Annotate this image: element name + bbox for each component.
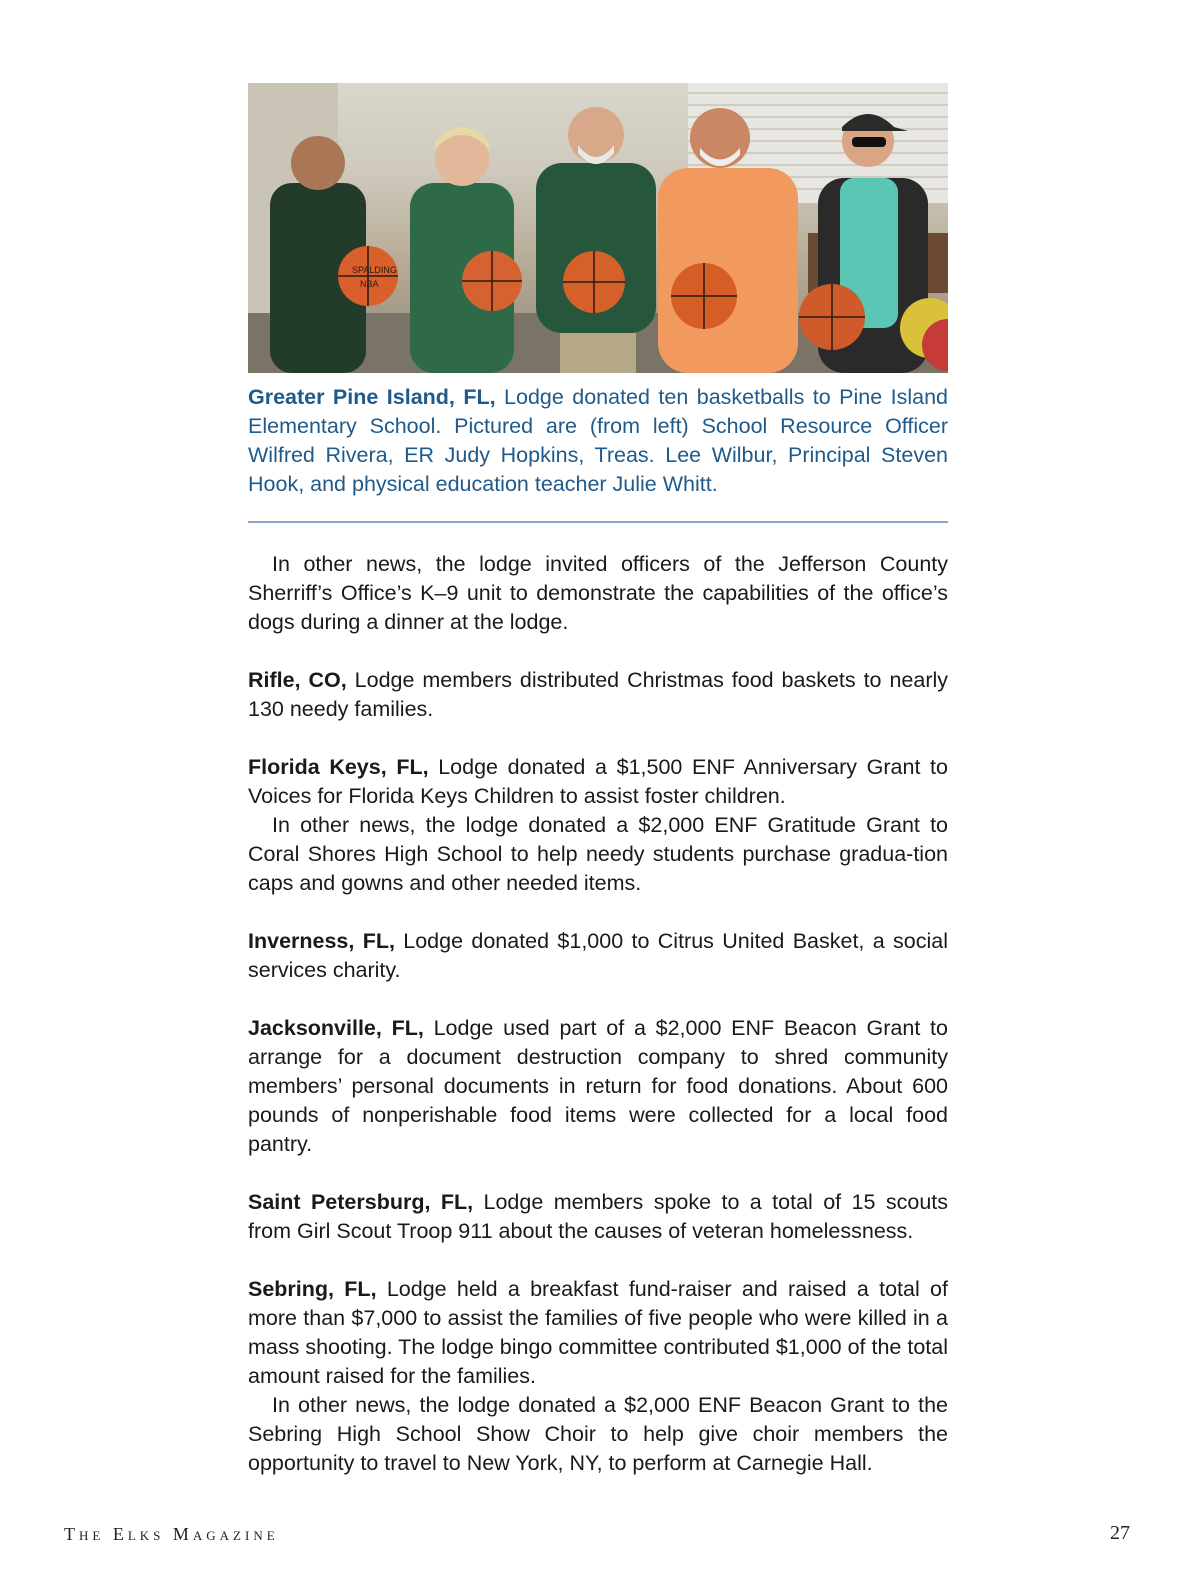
ball-brand-label: SPALDING (352, 265, 397, 275)
news-paragraph (248, 1014, 948, 1159)
news-text: Lodge members distributed Christmas food baskets to nearly 130 needy families. (248, 667, 949, 721)
ball-brand-label: NBA (360, 279, 379, 289)
news-paragraph (248, 550, 948, 637)
magazine-title (64, 1524, 279, 1545)
news-text: Lodge members spoke to a total of 15 scouts from Girl Scout Troop 911 about the causes of veteran homelessness. (248, 1189, 948, 1243)
magazine-name: The Elks Magazine (64, 1524, 279, 1544)
group-photo (248, 83, 948, 373)
page-number: 27 (1110, 1522, 1130, 1544)
news-paragraph (248, 666, 948, 724)
news-paragraph (248, 811, 948, 898)
news-paragraph (248, 927, 948, 985)
news-text: Lodge used part of a $2,000 ENF Beacon Grant to arrange for a document destruction company to shred community members’ personal documents in return for food donations. About 600 pounds of nonperishable food items were collected for a local food pantry. (248, 1015, 948, 1156)
lodge-news-list (248, 550, 948, 1478)
person-lodge-er (410, 127, 514, 373)
caption-divider (248, 521, 948, 523)
lodge-name: Sebring, FL, (248, 1276, 377, 1301)
news-paragraph (248, 1391, 948, 1478)
caption-text: Lodge donated ten basketballs to Pine Island Elementary School. Pictured are (from left) School Resource Officer Wilfred Rivera, ER Judy Hopkins, Treas. Lee Wilbur, Principal Steven Hook, and physical education teacher Julie Whitt. (248, 385, 948, 496)
news-paragraph (248, 1275, 948, 1391)
lodge-name: Inverness, FL, (248, 928, 395, 953)
lodge-name: Rifle, CO, (248, 667, 347, 692)
photo-illustration (248, 83, 948, 373)
news-text: In other news, the lodge donated a $2,000 ENF Gratitude Grant to Coral Shores High School to help needy students purchase gradua-tion caps and gowns and other needed items. (248, 812, 948, 895)
news-paragraph (248, 753, 948, 811)
photo-caption (248, 383, 948, 499)
news-text: Lodge held a breakfast fund-raiser and raised a total of more than $7,000 to assist the families of five people who were killed in a mass shooting. The lodge bingo committee contributed $1,000 of the total amount raised for the families. (248, 1276, 948, 1388)
news-text: In other news, the lodge invited officers of the Jefferson County Sherriff’s Office’s K–9 unit to demonstrate the capabilities of the office’s dogs during a dinner at the lodge. (248, 551, 948, 634)
lodge-name: Florida Keys, FL, (248, 754, 429, 779)
caption-lead: Greater Pine Island, FL, (248, 385, 496, 409)
news-text: Lodge donated a $1,500 ENF Anniversary Grant to Voices for Florida Keys Children to assist foster children. (248, 754, 948, 808)
news-text: Lodge donated $1,000 to Citrus United Basket, a social services charity. (248, 928, 948, 982)
article-column (248, 83, 948, 1478)
news-text: In other news, the lodge donated a $2,000 ENF Beacon Grant to the Sebring High School Show Choir to help give choir members the opportunity to travel to New York, NY, to perform at Carnegie Hall. (248, 1392, 948, 1475)
news-paragraph (248, 1188, 948, 1246)
lodge-name: Saint Petersburg, FL, (248, 1189, 474, 1214)
lodge-name: Jacksonville, FL, (248, 1015, 424, 1040)
